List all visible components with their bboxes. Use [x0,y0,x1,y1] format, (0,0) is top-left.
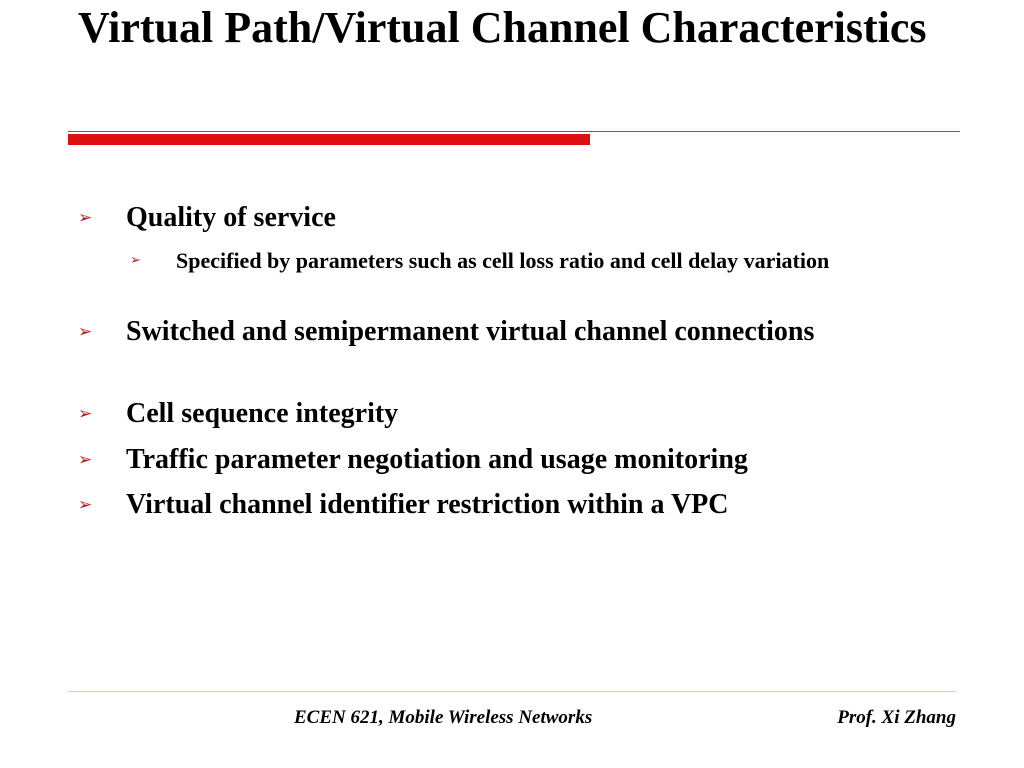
arrow-bullet-icon: ➢ [78,495,93,515]
bullet-text: Quality of service [126,202,336,233]
sub-bullet-item [130,245,936,276]
bullet-item [78,487,926,523]
arrow-bullet-icon: ➢ [78,450,93,470]
bullet-text: Cell sequence integrity [126,398,399,429]
sub-bullet-text: Specified by parameters such as cell loss ratio and cell delay variation [176,248,830,273]
footer-divider [68,691,956,692]
bullet-text: Traffic parameter negotiation and usage monitoring [126,444,748,475]
bullet-text: Switched and semipermanent virtual channel connections [126,316,815,347]
footer-author: Prof. Xi Zhang [837,707,956,728]
arrow-bullet-icon: ➢ [78,322,93,342]
slide-title: Virtual Path/Virtual Channel Characteristics [78,3,927,52]
bullet-item [78,396,926,432]
bullet-text: Virtual channel identifier restriction within a VPC [126,489,729,520]
bullet-item [78,200,926,236]
arrow-bullet-icon: ➢ [78,208,93,228]
arrow-bullet-icon: ➢ [130,253,141,268]
footer-course: ECEN 621, Mobile Wireless Networks [294,707,593,728]
arrow-bullet-icon: ➢ [78,404,93,424]
bullet-item [78,442,926,478]
bullet-item [78,314,926,350]
